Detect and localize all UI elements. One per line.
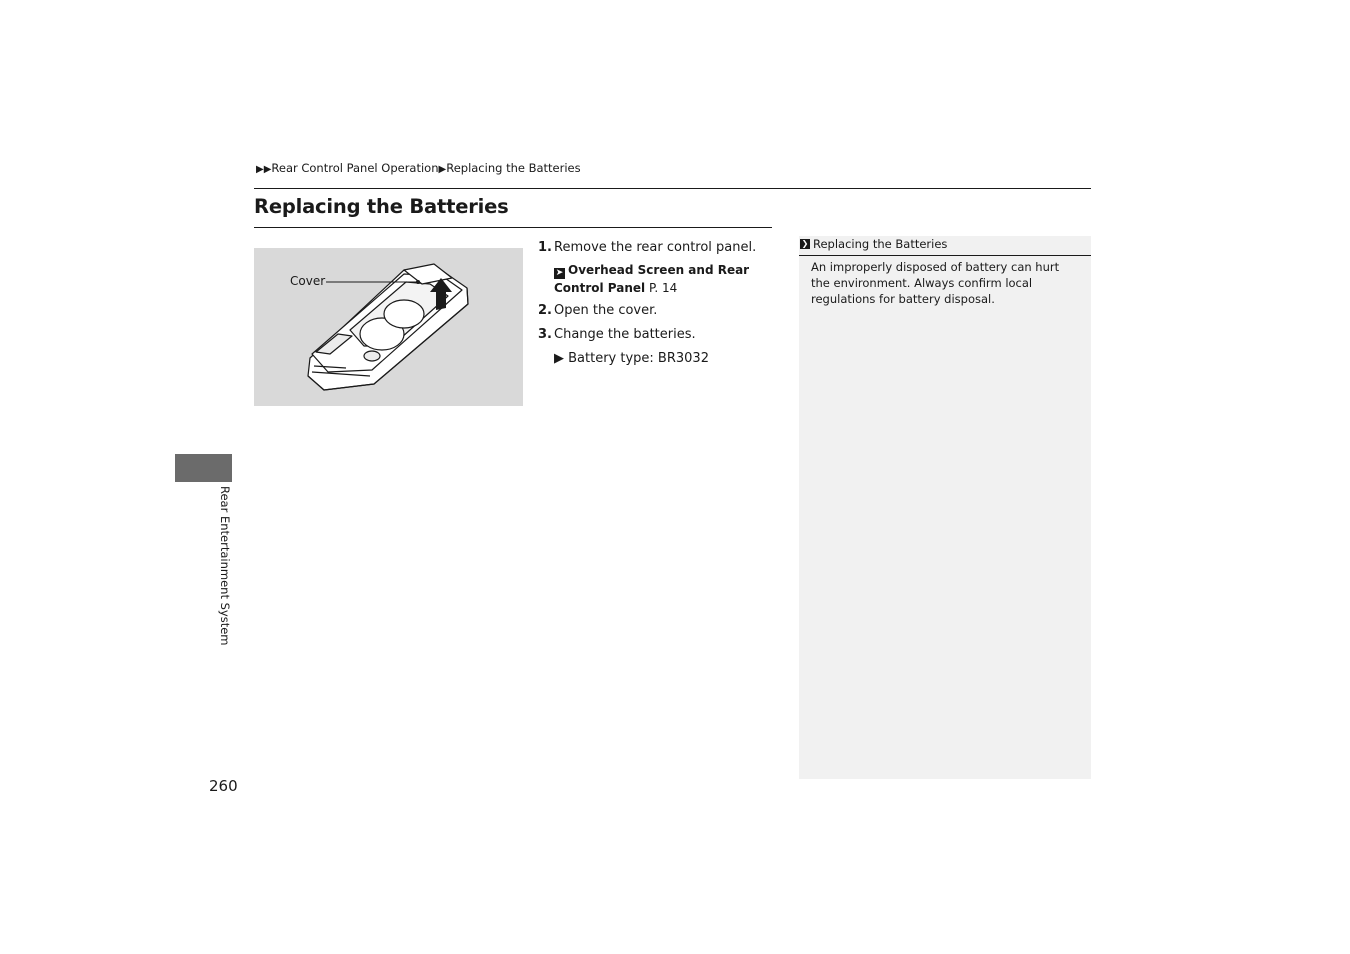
page-title: Replacing the Batteries bbox=[254, 195, 509, 218]
breadcrumb-separator: ▶ bbox=[438, 164, 447, 175]
sidebar-heading: Replacing the Batteries bbox=[813, 237, 948, 251]
remote-control-illustration bbox=[254, 248, 523, 406]
breadcrumb-arrows: ▶▶ bbox=[256, 164, 272, 175]
chapter-tab-label[interactable]: Rear Entertainment System bbox=[218, 486, 232, 646]
reference-title[interactable]: Overhead Screen and Rear Control Panel bbox=[554, 263, 750, 295]
breadcrumb-section[interactable]: Rear Control Panel Operation bbox=[271, 161, 439, 175]
steps-list bbox=[538, 236, 768, 371]
step-3 bbox=[538, 323, 768, 371]
step-1 bbox=[538, 236, 768, 297]
figure-label-cover: Cover bbox=[290, 274, 326, 288]
step-subnote: ▶ Battery type: BR3032 bbox=[554, 351, 709, 366]
step-number: 1. bbox=[538, 240, 552, 255]
breadcrumb bbox=[256, 161, 581, 175]
title-rule bbox=[254, 227, 772, 228]
sidebar-note-panel bbox=[799, 236, 1091, 779]
cross-reference-link[interactable] bbox=[554, 261, 768, 297]
breadcrumb-page: Replacing the Batteries bbox=[446, 161, 581, 175]
page-number: 260 bbox=[209, 777, 238, 795]
step-text: Remove the rear control panel. bbox=[554, 240, 757, 255]
chapter-tab-marker bbox=[175, 454, 232, 482]
step-text: Change the batteries. bbox=[554, 327, 696, 342]
step-text: Open the cover. bbox=[554, 303, 658, 318]
step-number: 2. bbox=[538, 303, 552, 318]
step-number: 3. bbox=[538, 327, 552, 342]
step-2 bbox=[538, 299, 768, 323]
reference-arrow-icon: ➤ bbox=[555, 268, 564, 278]
header-rule bbox=[254, 188, 1091, 189]
reference-page[interactable]: P. 14 bbox=[648, 281, 678, 295]
note-marker-icon: ❯ bbox=[801, 239, 809, 248]
sidebar-body-text: An improperly disposed of battery can hurt the environment. Always confirm local regulations for battery disposal. bbox=[811, 260, 1060, 306]
remote-control-figure bbox=[254, 248, 523, 406]
